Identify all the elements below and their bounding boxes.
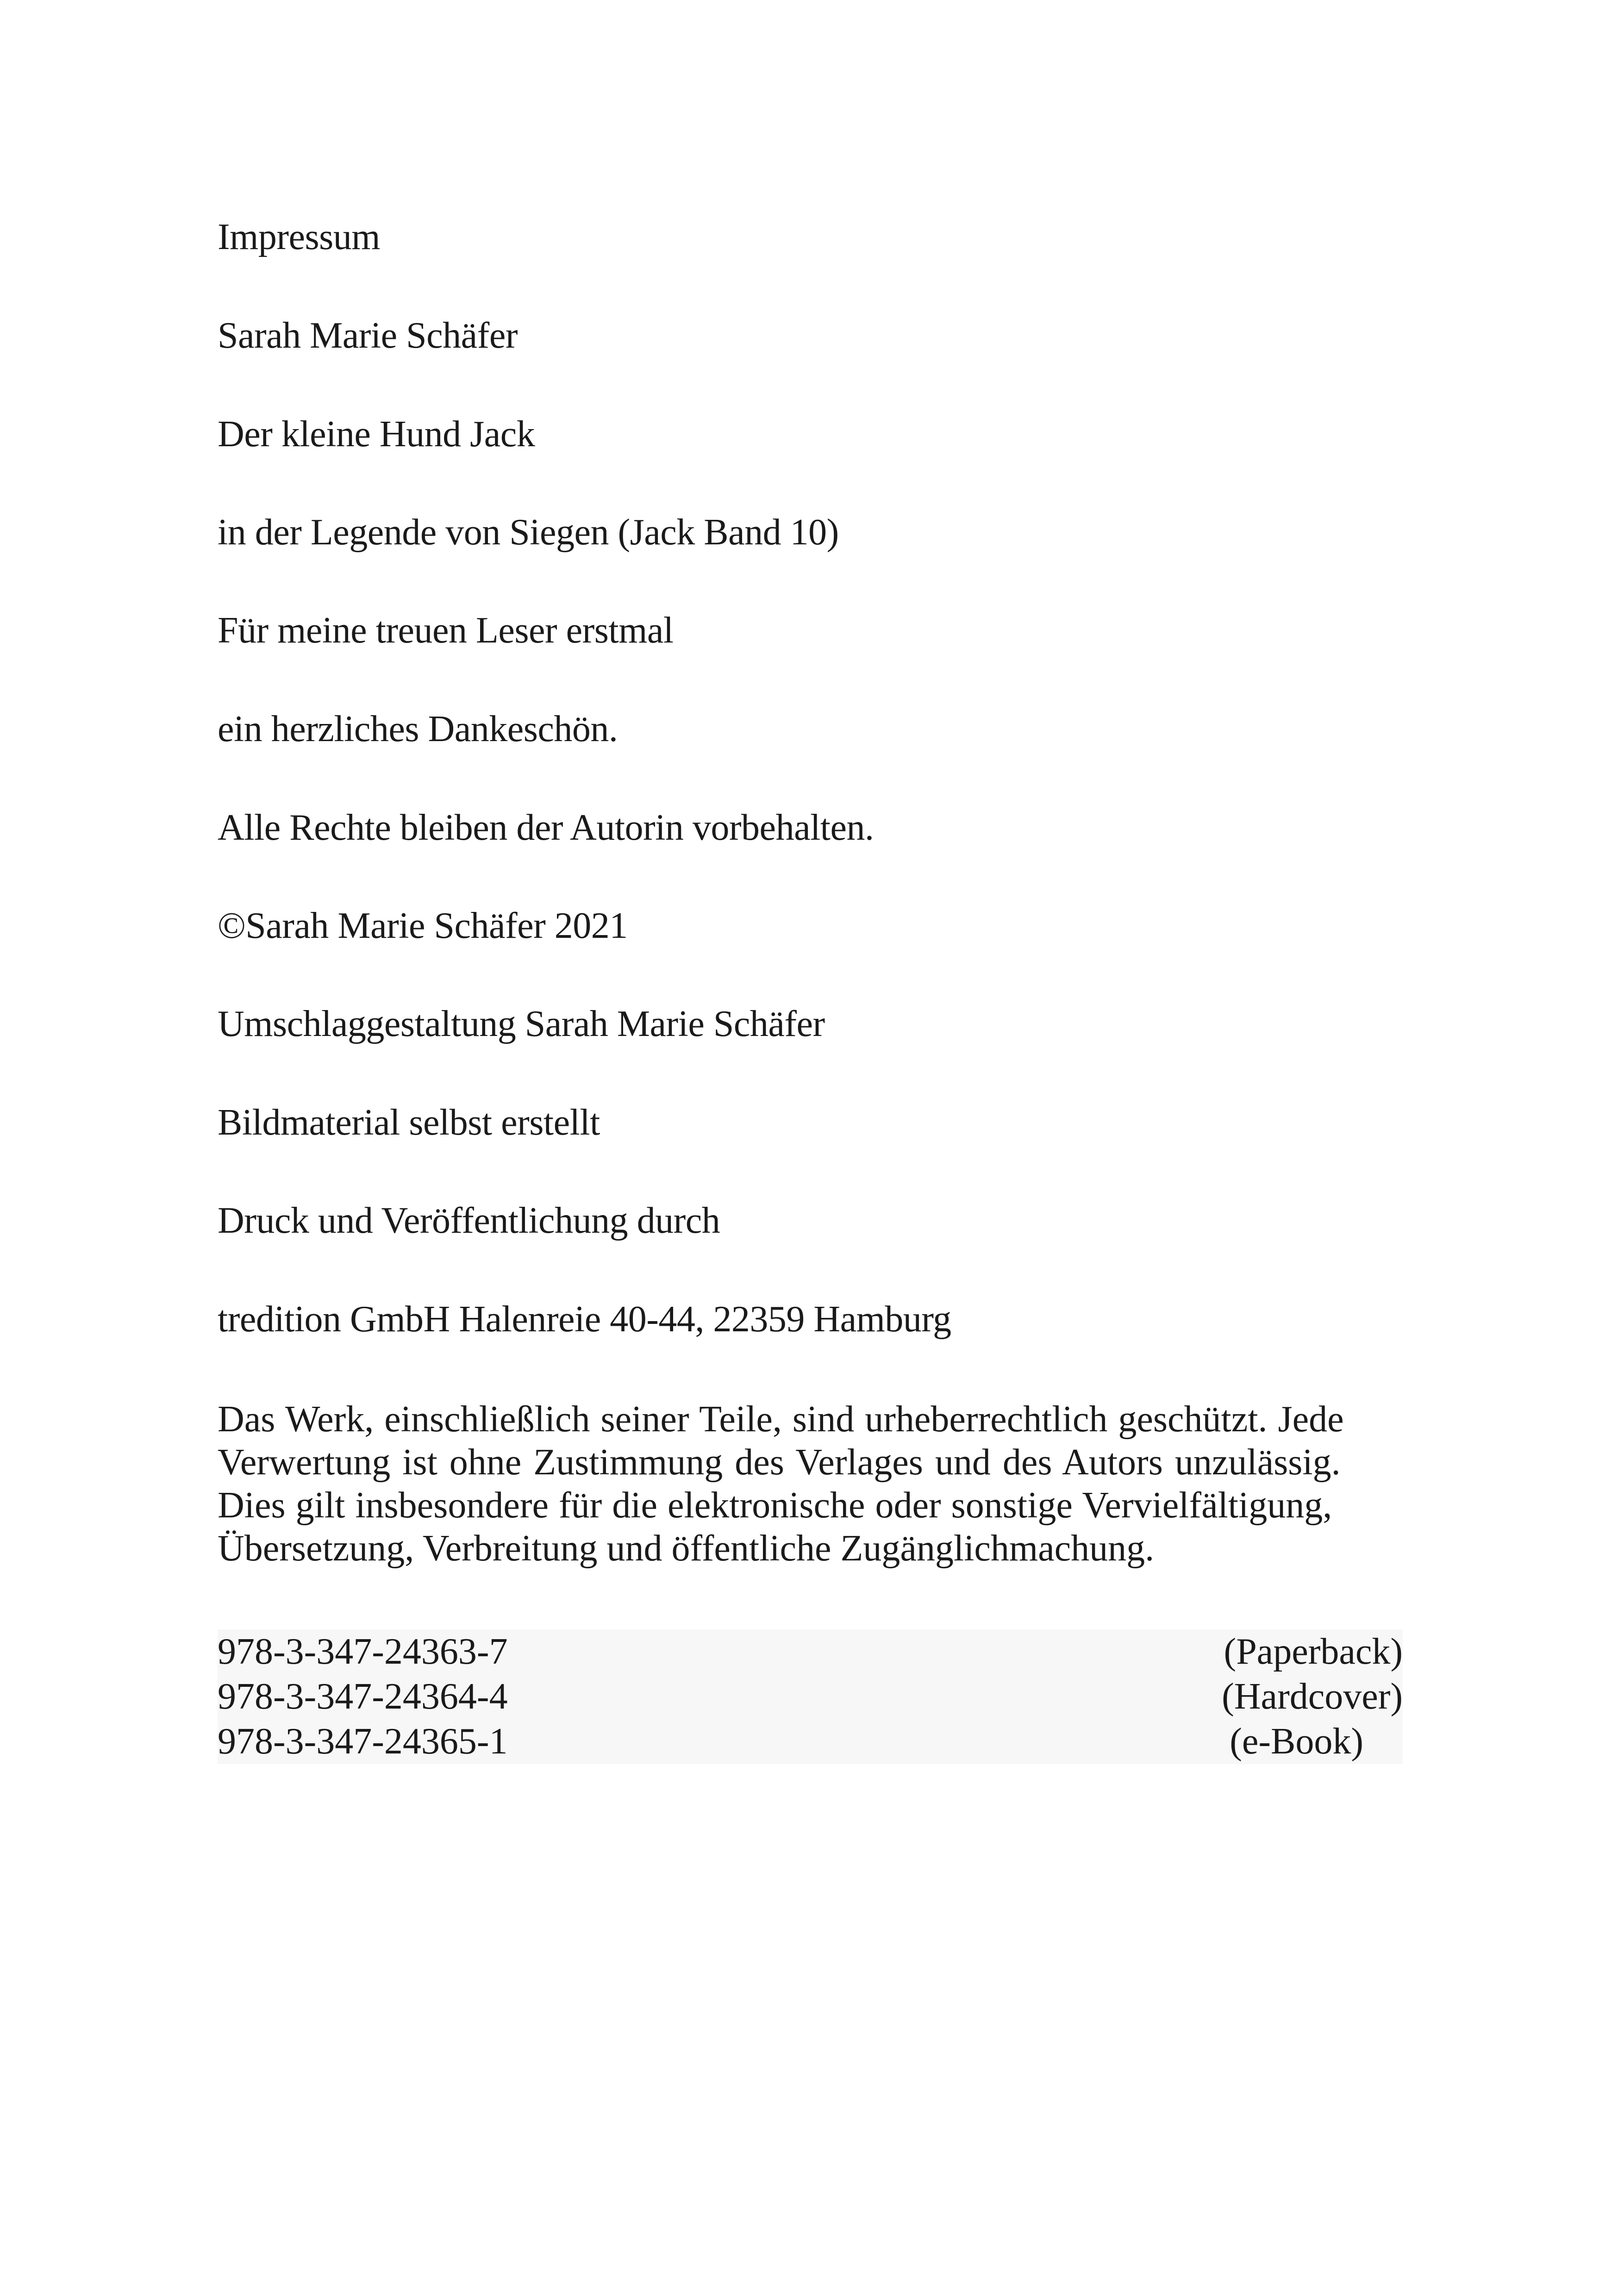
printing-credit: Druck und Veröffentlichung durch: [218, 1200, 720, 1241]
imprint-heading: Impressum: [218, 217, 381, 257]
isbn-format: (e-Book): [1230, 1721, 1363, 1762]
isbn-list: [218, 1629, 1403, 1764]
book-title-line-2: in der Legende von Siegen (Jack Band 10): [218, 512, 839, 553]
copyright-line: ©Sarah Marie Schäfer 2021: [218, 905, 628, 946]
rights-notice: Alle Rechte bleiben der Autorin vorbehalten.: [218, 807, 874, 848]
legal-notice: [218, 1398, 1403, 1570]
book-title-line-1: Der kleine Hund Jack: [218, 414, 535, 455]
legal-notice-line: Übersetzung, Verbreitung und öffentliche Zugänglichmachung.: [218, 1528, 1155, 1569]
isbn-number: 978-3-347-24364-4: [218, 1676, 508, 1717]
isbn-row: [218, 1674, 1403, 1719]
legal-notice-line: Das Werk, einschließlich seiner Teile, sind urheberrechtlich geschützt. Jede: [218, 1399, 1344, 1440]
isbn-row: [218, 1719, 1403, 1764]
isbn-format: (Hardcover): [1222, 1676, 1403, 1717]
author-name: Sarah Marie Schäfer: [218, 315, 518, 356]
isbn-number: 978-3-347-24365-1: [218, 1721, 508, 1762]
cover-design-credit: Umschlaggestaltung Sarah Marie Schäfer: [218, 1004, 825, 1044]
publisher-address: tredition GmbH Halenreie 40-44, 22359 Hamburg: [218, 1299, 951, 1340]
isbn-number: 978-3-347-24363-7: [218, 1631, 508, 1672]
isbn-row: [218, 1629, 1403, 1674]
image-credit: Bildmaterial selbst erstellt: [218, 1102, 600, 1143]
dedication-line-2: ein herzliches Dankeschön.: [218, 709, 618, 749]
isbn-format: (Paperback): [1224, 1631, 1403, 1672]
legal-notice-line: Dies gilt insbesondere für die elektronische oder sonstige Vervielfältigung,: [218, 1485, 1332, 1526]
dedication-line-1: Für meine treuen Leser erstmal: [218, 610, 674, 651]
legal-notice-line: Verwertung ist ohne Zustimmung des Verlages und des Autors unzulässig.: [218, 1442, 1341, 1483]
